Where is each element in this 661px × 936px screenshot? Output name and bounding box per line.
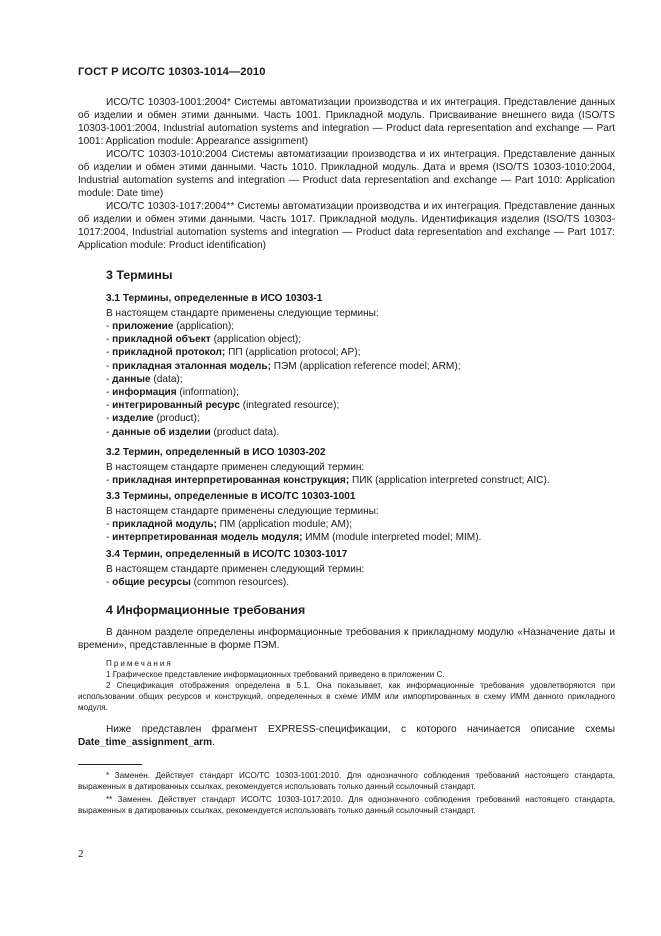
- footnote: * Заменен. Действует стандарт ИСО/ТС 10303-1001:2010. Для однозначного соблюдения требований настоящего стандарта, выраженных в датированных ссылках, рекомендуется использовать только данный ссылочный стандарт.: [78, 771, 615, 791]
- notes: [78, 658, 615, 713]
- page-number: 2: [78, 848, 84, 860]
- schema-name: Date_time_assignment_arm: [78, 737, 213, 748]
- express-intro: Ниже представлен фрагмент EXPRESS-спецификации, с которого начинается описание схемы Date_time_assignment_arm.: [78, 724, 615, 748]
- subsection-title: 3.1 Термины, определенные в ИСО 10303-1: [106, 293, 323, 304]
- term-item: - общие ресурсы (common resources).: [106, 577, 290, 588]
- subsection-intro: В настоящем стандарте применен следующий термин:: [106, 462, 365, 473]
- term-item: - интерпретированная модель модуля; ИММ (module interpreted model; MIM).: [106, 532, 482, 544]
- page-header: ГОСТ Р ИСО/ТС 10303-1014—2010: [78, 66, 266, 78]
- footnote-rule: [78, 764, 142, 765]
- footnote: ** Заменен. Действует стандарт ИСО/ТС 10303-1017:2010. Для однозначного соблюдения требований настоящего стандарта, выраженных в датированных ссылках, рекомендуется использовать только данный ссылочный стандарт.: [78, 795, 615, 815]
- reference-item: ИСО/ТС 10303-1017:2004** Системы автоматизации производства и их интеграция. Представление данных об изделии и обмен этими данными. Часть 1017. Прикладной модуль. Идентификация изделия (ISO/TS 10303-1017:2004, Industrial automation systems and integration — Product data representation and exchange — Part 1017: Application module: Product identification): [78, 201, 615, 251]
- section-4-paragraph: В данном разделе определены информационные требования к прикладному модулю «Назначение даты и времени», представленные в форме ПЭМ.: [78, 627, 615, 651]
- subsection-3-2: [78, 446, 615, 487]
- term-item: - прикладной протокол; ПП (application protocol; AP);: [106, 347, 361, 359]
- note-item: 2 Спецификация отображения определена в 5.1. Она показывает, как информационные требования удовлетворяются при использовании общих ресурсов и конструкций, определенных в схеме ИММ или импортированных в схему ИММ данного прикладного модуля.: [78, 681, 615, 712]
- reference-item: ИСО/ТС 10303-1010:2004 Системы автоматизации производства и их интеграция. Представление данных об изделии и обмен этими данными. Часть 1010. Прикладной модуль. Дата и время (ISO/TS 10303-1010:2004, Industrial automation systems and integration — Product data representation and exchange — Part 1010: Application module: Date time): [78, 149, 615, 199]
- subsection-3-3: [78, 490, 615, 544]
- subsection-3-4: [78, 548, 615, 589]
- term-item: - приложение (application);: [106, 321, 235, 332]
- term-list: [78, 320, 615, 439]
- note-item: 1 Графическое представление информационных требований приведено в приложении С.: [106, 670, 445, 679]
- reference-item: ИСО/ТС 10303-1001:2004* Системы автоматизации производства и их интеграция. Представление данных об изделии и обмен этими данными. Часть 1001. Прикладной модуль. Присваивание внешнего вида (ISO/TS 10303-1001:2004, Industrial automation systems and integration — Product data representation and exchange — Part 1001: Application module: Appearance assignment): [78, 97, 615, 147]
- term-item: - интегрированный ресурс (integrated resource);: [106, 400, 340, 412]
- section-4: [78, 603, 615, 749]
- subsection-intro: В настоящем стандарте применены следующие термины:: [106, 506, 379, 517]
- subsection-intro: В настоящем стандарте применены следующие термины:: [106, 308, 379, 319]
- subsection-intro: В настоящем стандарте применен следующий термин:: [106, 564, 365, 575]
- term-item: - данные (data);: [106, 373, 183, 385]
- subsection-title: 3.3 Термины, определенные в ИСО/ТС 10303-1001: [106, 491, 356, 502]
- term-item: - данные об изделии (product data).: [106, 426, 280, 438]
- term-item: - прикладной модуль; ПМ (application module; AM);: [106, 519, 353, 530]
- section-4-title: 4 Информационные требования: [106, 603, 306, 617]
- term-item: - изделие (product);: [106, 413, 200, 425]
- subsection-title: 3.4 Термин, определенный в ИСО/ТС 10303-1017: [106, 549, 348, 560]
- notes-title: Примечания: [106, 659, 173, 668]
- term-item: - прикладной объект (application object);: [106, 334, 302, 346]
- section-3-title: 3 Термины: [106, 268, 173, 282]
- normative-references: [78, 96, 615, 252]
- subsection-title: 3.2 Термин, определенный в ИСО 10303-202: [106, 447, 326, 458]
- term-item: - прикладная интерпретированная конструкция; ПИК (application interpreted construct; AIC).: [106, 475, 550, 486]
- subsection-3-1: [78, 292, 615, 439]
- section-3: [78, 268, 615, 282]
- term-item: - прикладная эталонная модель; ПЭМ (application reference model; ARM);: [106, 360, 461, 372]
- term-item: - информация (information);: [106, 387, 239, 399]
- footnotes: [78, 770, 615, 816]
